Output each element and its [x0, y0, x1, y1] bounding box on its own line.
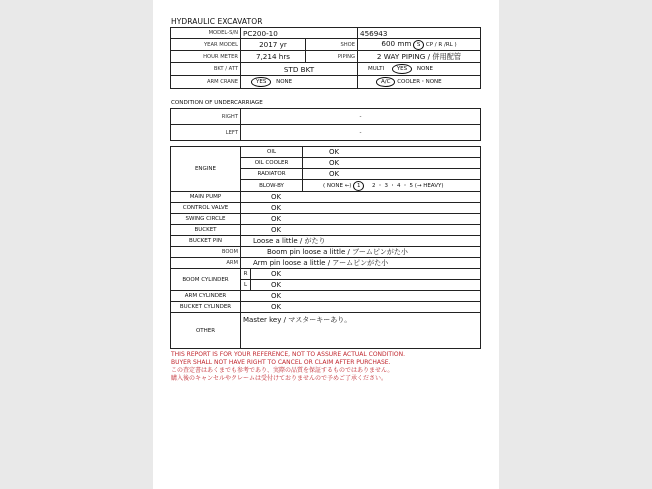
shoe-value: 600 mm — [381, 39, 412, 48]
other-value: Master key / マスターキーあり。 — [241, 313, 481, 349]
multi-cell — [358, 63, 481, 76]
oilcooler-value: OK — [303, 158, 481, 169]
disclaimer-note-4: 購入後のキャンセルやクレームは受付けておりませんので予めご了承ください。 — [171, 375, 388, 382]
bucketcyl-value: OK — [241, 302, 481, 313]
mainpump-label: MAIN PUMP — [171, 192, 241, 203]
undercarriage-table — [170, 108, 481, 141]
undercarriage-title: CONDITION OF UNDERCARRIAGE — [171, 100, 263, 106]
disclaimer-note-2: BUYER SHALL NOT HAVE RIGHT TO CANCEL OR CLAIM AFTER PURCHASE. — [171, 359, 391, 366]
shoe-option-s-circled: S — [413, 40, 424, 50]
spec-table — [170, 27, 481, 89]
blowby-none: ( NONE ←) — [323, 182, 352, 189]
right-value: - — [241, 109, 481, 125]
blowby-label: BLOW-BY — [241, 180, 303, 192]
report-sheet — [153, 0, 499, 489]
hour-value: 7,214 hrs — [241, 51, 306, 63]
disclaimer-note-3: この査定書はあくまでも参考であり、実際の品質を保証するものではありません。 — [171, 367, 394, 374]
radiator-label: RADIATOR — [241, 169, 303, 180]
piping-value: 2 WAY PIPING / 併用配管 — [358, 51, 481, 63]
crane-cell — [241, 76, 358, 89]
armcyl-value: OK — [241, 291, 481, 302]
bucketpin-value: Loose a little / がたり — [241, 236, 481, 247]
oilcooler-label: OIL COOLER — [241, 158, 303, 169]
multi-none: NONE — [416, 66, 433, 72]
crane-none: NONE — [276, 79, 293, 85]
bucketcyl-label: BUCKET CYLINDER — [171, 302, 241, 313]
controlvalve-label: CONTROL VALVE — [171, 203, 241, 214]
boomcyl-r-label: R — [241, 269, 251, 280]
ac-options: COOLER・NONE — [397, 79, 442, 85]
right-label: RIGHT — [171, 109, 241, 125]
ac-cell — [358, 76, 481, 89]
bkt-label: BKT / ATT — [171, 63, 241, 76]
shoe-label: SHOE — [306, 39, 358, 51]
boom-value: Boom pin loose a little / ブームピンがた小 — [241, 247, 481, 258]
boomcyl-r-value: OK — [251, 269, 481, 280]
boomcyl-l-value: OK — [251, 280, 481, 291]
blowby-levels: 2 ・ 3 ・ 4 ・ 5 (→ HEAVY) — [371, 182, 444, 189]
year-value: 2017 yr — [241, 39, 306, 51]
arm-label: ARM — [171, 258, 241, 269]
boom-label: BOOM — [171, 247, 241, 258]
bucketpin-label: BUCKET PIN — [171, 236, 241, 247]
bucket-label: BUCKET — [171, 225, 241, 236]
controlvalve-value: OK — [241, 203, 481, 214]
blowby-scale — [303, 180, 481, 192]
boomcyl-label: BOOM CYLINDER — [171, 269, 241, 291]
multi-label: MULTI — [368, 66, 385, 72]
shoe-cell — [358, 39, 481, 51]
oil-value: OK — [303, 147, 481, 158]
boomcyl-l-label: L — [241, 280, 251, 291]
other-label: OTHER — [171, 313, 241, 349]
model-label: MODEL-S/N — [171, 28, 241, 39]
left-value: - — [241, 125, 481, 141]
left-label: LEFT — [171, 125, 241, 141]
disclaimer-note-1: THIS REPORT IS FOR YOUR REFERENCE, NOT TO ASSURE ACTUAL CONDITION. — [171, 351, 405, 358]
arm-value: Arm pin loose a little / アームピンがた小 — [241, 258, 481, 269]
piping-label: PIPING — [306, 51, 358, 63]
swingcircle-value: OK — [241, 214, 481, 225]
report-title: HYDRAULIC EXCAVATOR — [171, 17, 263, 26]
bkt-value: STD BKT — [241, 63, 358, 76]
condition-table — [170, 146, 481, 349]
crane-label: ARM CRANE — [171, 76, 241, 89]
model-value: PC200-10 — [241, 28, 358, 39]
multi-yes-circled: YES — [392, 64, 412, 74]
engine-label: ENGINE — [171, 147, 241, 192]
shoe-options: CP / R /RL ) — [425, 42, 457, 48]
year-label: YEAR MODEL — [171, 39, 241, 51]
armcyl-label: ARM CYLINDER — [171, 291, 241, 302]
swingcircle-label: SWING CIRCLE — [171, 214, 241, 225]
radiator-value: OK — [303, 169, 481, 180]
mainpump-value: OK — [241, 192, 481, 203]
blowby-selected-circled: 1 — [353, 181, 364, 191]
oil-label: OIL — [241, 147, 303, 158]
hour-label: HOUR METER — [171, 51, 241, 63]
serial-value: 456943 — [358, 28, 481, 39]
crane-yes-circled: YES — [251, 77, 271, 87]
bucket-value: OK — [241, 225, 481, 236]
ac-circled: A/C — [376, 77, 395, 87]
